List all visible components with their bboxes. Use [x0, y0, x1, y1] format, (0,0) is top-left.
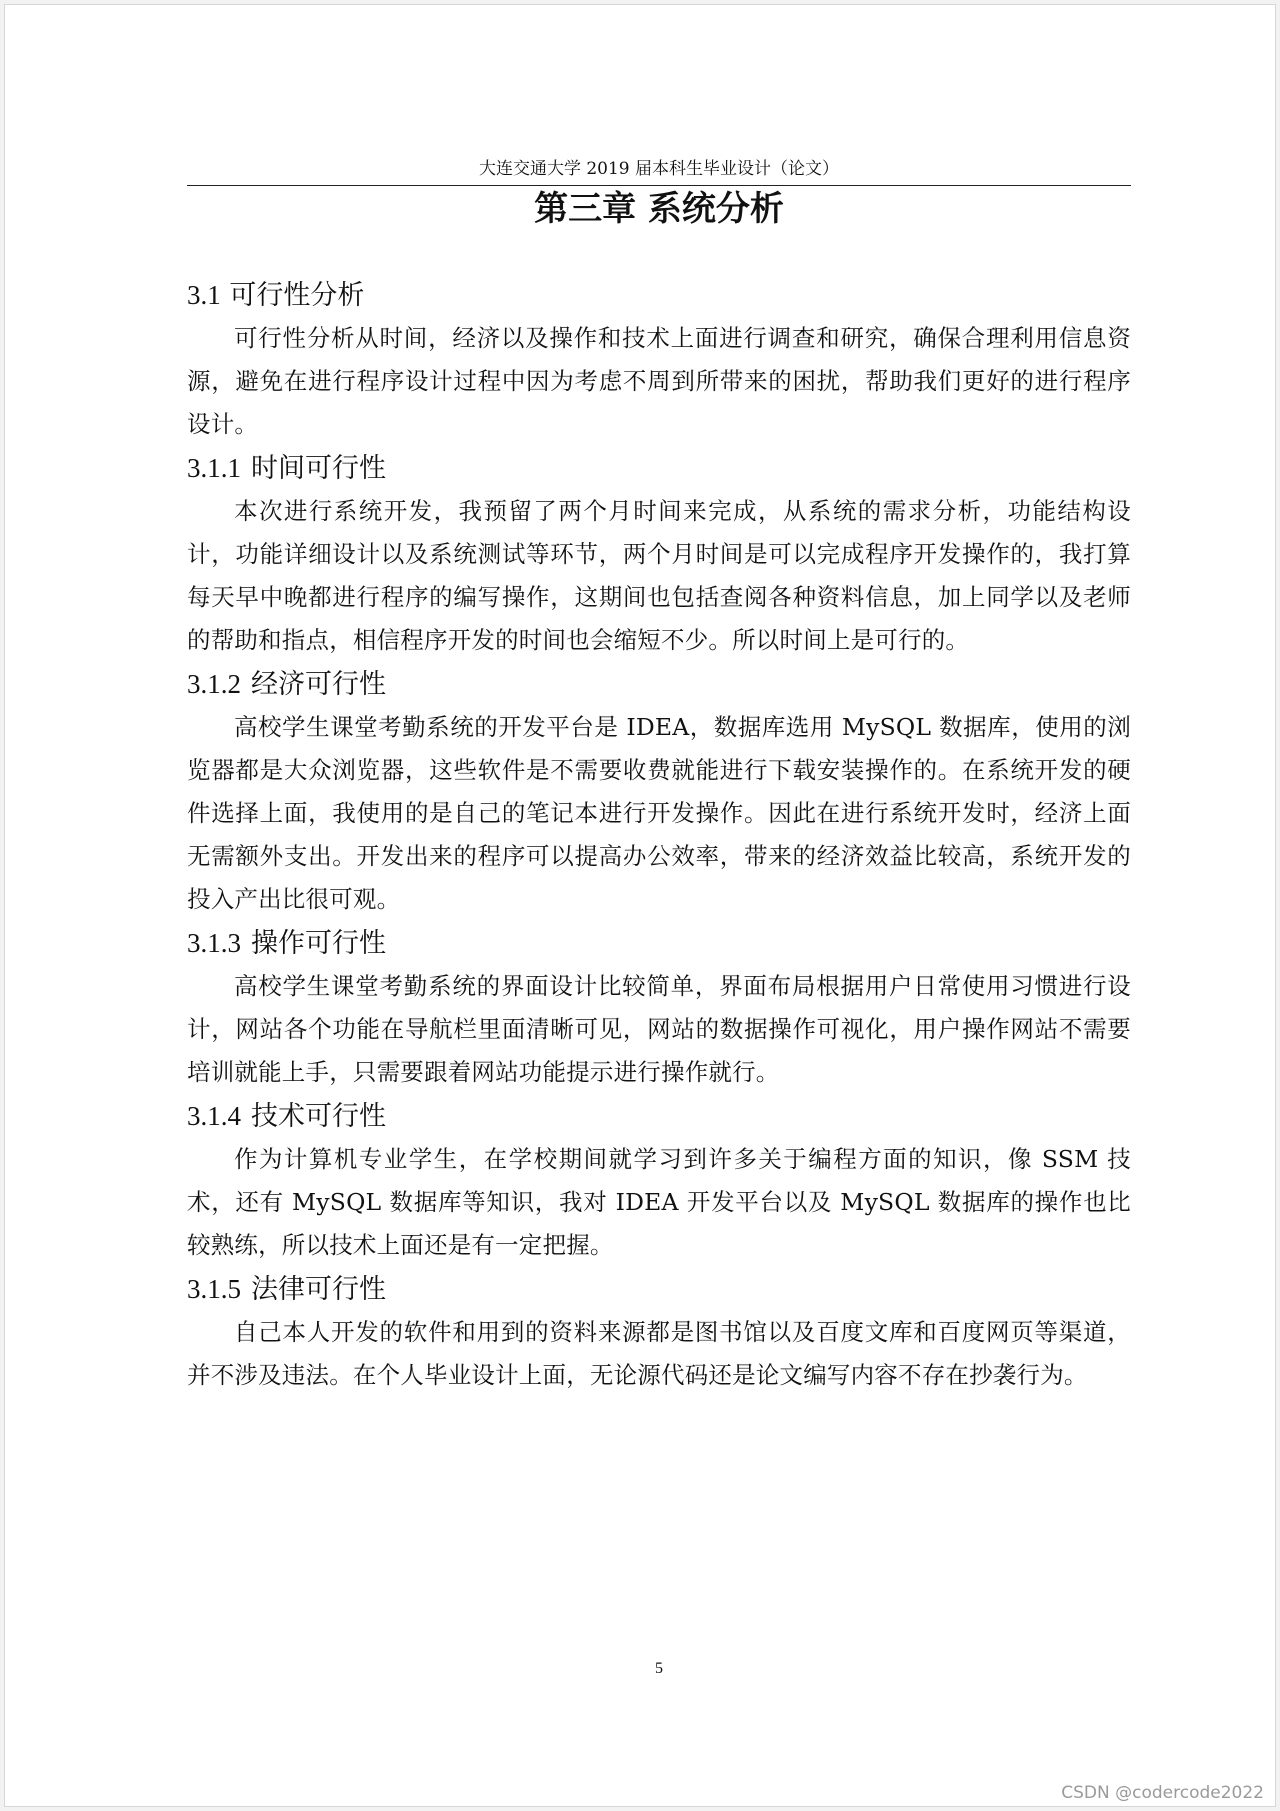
- subsection-title: 法律可行性: [251, 1274, 386, 1305]
- subsection-paragraph: 本次进行系统开发，我预留了两个月时间来完成，从系统的需求分析，功能结构设计，功能详细设计以及系统测试等环节，两个月时间是可以完成程序开发操作的，我打算每天早中晚都进行程序的编写操作，这期间也包括查阅各种资料信息，加上同学以及老师的帮助和指点，相信程序开发的时间也会缩短不少。所以时间上是可行的。: [187, 497, 1131, 654]
- subsection-number: 3.1.5: [187, 1274, 241, 1304]
- section-feasibility-analysis: [187, 275, 1131, 446]
- subsection-heading: [187, 923, 1131, 965]
- section-time-feasibility: [187, 448, 1131, 662]
- subsection-title: 操作可行性: [251, 928, 386, 959]
- section-legal-feasibility: [187, 1269, 1131, 1397]
- running-header: 大连交通大学 2019 届本科生毕业设计（论文）: [478, 159, 840, 179]
- subsection-paragraph: 作为计算机专业学生，在学校期间就学习到许多关于编程方面的知识，像 SSM 技术，还有 MySQL 数据库等知识，我对 IDEA 开发平台以及 MySQL 数据库的操作也比较熟练，所以技术上面还是有一定把握。: [187, 1145, 1131, 1259]
- subsection-paragraph: 自己本人开发的软件和用到的资料来源都是图书馆以及百度文库和百度网页等渠道，并不涉及违法。在个人毕业设计上面，无论源代码还是论文编写内容不存在抄袭行为。: [187, 1318, 1131, 1389]
- header-rule: [187, 185, 1131, 186]
- section-operational-feasibility: [187, 923, 1131, 1094]
- chapter-title: 第三章 系统分析: [534, 189, 784, 229]
- subsection-heading: [187, 1269, 1131, 1311]
- subsection-title: 时间可行性: [251, 453, 386, 484]
- subsection-title: 技术可行性: [251, 1101, 386, 1132]
- chapter-content: [187, 275, 1131, 1399]
- subsection-paragraph: 高校学生课堂考勤系统的开发平台是 IDEA，数据库选用 MySQL 数据库，使用的浏览器都是大众浏览器，这些软件是不需要收费就能进行下载安装操作的。在系统开发的硬件选择上面，我使用的是自己的笔记本进行开发操作。因此在进行系统开发时，经济上面无需额外支出。开发出来的程序可以提高办公效率，带来的经济效益比较高，系统开发的投入产出比很可观。: [187, 713, 1131, 913]
- subsection-paragraph: 高校学生课堂考勤系统的界面设计比较简单，界面布局根据用户日常使用习惯进行设计，网站各个功能在导航栏里面清晰可见，网站的数据操作可视化，用户操作网站不需要培训就能上手，只需要跟着网站功能提示进行操作就行。: [187, 972, 1131, 1086]
- subsection-number: 3.1.4: [187, 1101, 241, 1131]
- section-number: 3.1: [187, 280, 221, 310]
- section-title: 可行性分析: [229, 280, 365, 311]
- section-technical-feasibility: [187, 1096, 1131, 1267]
- subsection-heading: [187, 664, 1131, 706]
- subsection-title: 经济可行性: [251, 669, 386, 700]
- section-heading: [187, 275, 1131, 317]
- subsection-number: 3.1.3: [187, 928, 241, 958]
- page-number: 5: [655, 1660, 663, 1677]
- section-economic-feasibility: [187, 664, 1131, 921]
- subsection-heading: [187, 1096, 1131, 1138]
- section-paragraph: 可行性分析从时间，经济以及操作和技术上面进行调查和研究，确保合理利用信息资源，避免在进行程序设计过程中因为考虑不周到所带来的困扰，帮助我们更好的进行程序设计。: [187, 324, 1131, 438]
- watermark: CSDN @codercode2022: [1061, 1783, 1264, 1803]
- subsection-heading: [187, 448, 1131, 490]
- document-page: [4, 4, 1276, 1807]
- subsection-number: 3.1.2: [187, 669, 241, 699]
- subsection-number: 3.1.1: [187, 453, 241, 483]
